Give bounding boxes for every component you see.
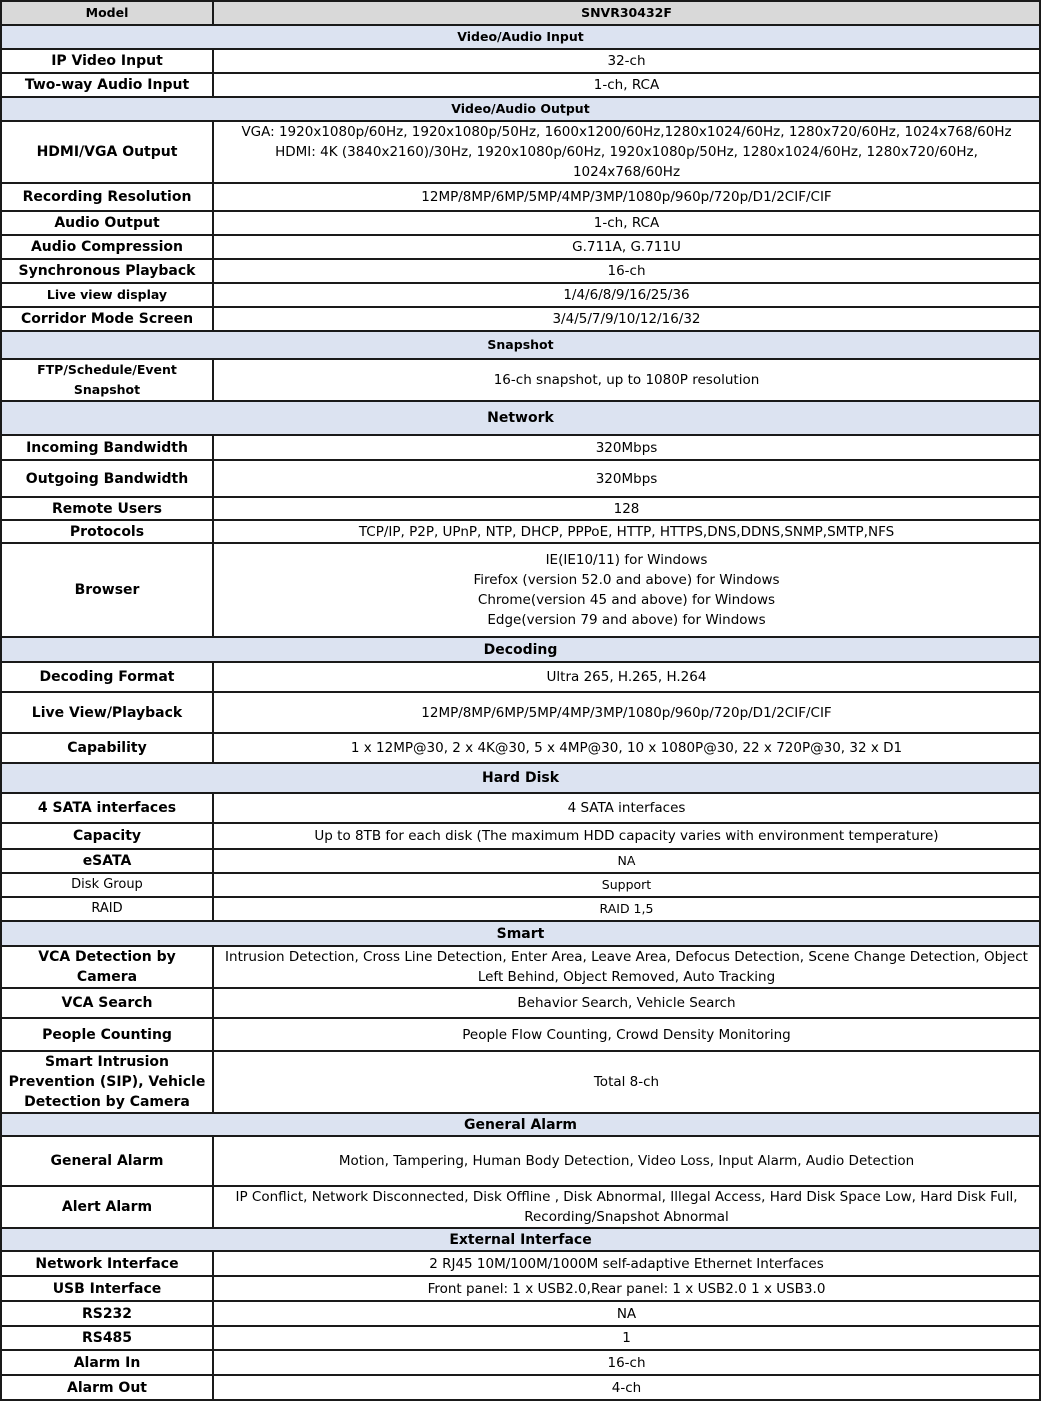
table-row — [1, 1136, 1040, 1186]
spec-value: NA — [213, 1301, 1040, 1326]
spec-label: USB Interface — [1, 1276, 213, 1301]
spec-value: 1-ch, RCA — [213, 73, 1040, 97]
table-row — [1, 692, 1040, 733]
table-row — [1, 435, 1040, 460]
spec-value: 12MP/8MP/6MP/5MP/4MP/3MP/1080p/960p/720p/D1/2CIF/CIF — [213, 183, 1040, 211]
table-row — [1, 520, 1040, 543]
spec-label: Live view display — [1, 283, 213, 307]
section-title: Hard Disk — [1, 763, 1040, 793]
spec-label: General Alarm — [1, 1136, 213, 1186]
spec-label: Audio Compression — [1, 235, 213, 259]
table-row — [1, 49, 1040, 73]
spec-value: IE(IE10/11) for Windows Firefox (version 52.0 and above) for Windows Chrome(version 45 and above) for Windows Edge(version 79 and above) for Windows — [213, 543, 1040, 637]
table-row — [1, 946, 1040, 988]
spec-label: RS232 — [1, 1301, 213, 1326]
spec-value: 1 x 12MP@30, 2 x 4K@30, 5 x 4MP@30, 10 x 1080P@30, 22 x 720P@30, 32 x D1 — [213, 733, 1040, 763]
table-row — [1, 259, 1040, 283]
spec-value: Motion, Tampering, Human Body Detection, Video Loss, Input Alarm, Audio Detection — [213, 1136, 1040, 1186]
table-row — [1, 849, 1040, 873]
spec-label: Corridor Mode Screen — [1, 307, 213, 331]
spec-label: Network Interface — [1, 1251, 213, 1276]
table-row — [1, 497, 1040, 520]
table-row — [1, 73, 1040, 97]
spec-value: 4 SATA interfaces — [213, 793, 1040, 823]
spec-label: Remote Users — [1, 497, 213, 520]
table-row — [1, 897, 1040, 921]
spec-value: 320Mbps — [213, 460, 1040, 497]
section-title: Decoding — [1, 637, 1040, 662]
spec-value: 1/4/6/8/9/16/25/36 — [213, 283, 1040, 307]
table-row — [1, 793, 1040, 823]
table-row — [1, 733, 1040, 763]
spec-value: Ultra 265, H.265, H.264 — [213, 662, 1040, 692]
spec-label: HDMI/VGA Output — [1, 121, 213, 183]
spec-value: 16-ch — [213, 1350, 1040, 1375]
section-title: General Alarm — [1, 1113, 1040, 1136]
section-title: Snapshot — [1, 331, 1040, 359]
spec-label: FTP/Schedule/Event Snapshot — [1, 359, 213, 401]
table-row — [1, 307, 1040, 331]
table-row — [1, 1350, 1040, 1375]
table-row — [1, 1301, 1040, 1326]
spec-label: Browser — [1, 543, 213, 637]
table-header-row — [1, 1, 1040, 25]
spec-label: RS485 — [1, 1326, 213, 1350]
table-row — [1, 1051, 1040, 1113]
table-row — [1, 1186, 1040, 1228]
spec-value: 1-ch, RCA — [213, 211, 1040, 235]
table-row — [1, 121, 1040, 183]
section-title: Video/Audio Output — [1, 97, 1040, 121]
spec-value: 2 RJ45 10M/100M/1000M self-adaptive Ethernet Interfaces — [213, 1251, 1040, 1276]
table-row — [1, 1326, 1040, 1350]
spec-value: Support — [213, 873, 1040, 897]
section-title: Video/Audio Input — [1, 25, 1040, 49]
table-row — [1, 183, 1040, 211]
spec-label: People Counting — [1, 1018, 213, 1051]
spec-label: Protocols — [1, 520, 213, 543]
section-row-smart — [1, 921, 1040, 946]
spec-value: 3/4/5/7/9/10/12/16/32 — [213, 307, 1040, 331]
spec-label: Incoming Bandwidth — [1, 435, 213, 460]
spec-value: 4-ch — [213, 1375, 1040, 1400]
spec-label: Capacity — [1, 823, 213, 849]
spec-label: VCA Search — [1, 988, 213, 1018]
table-row — [1, 873, 1040, 897]
spec-label: Alarm Out — [1, 1375, 213, 1400]
table-row — [1, 359, 1040, 401]
spec-value: G.711A, G.711U — [213, 235, 1040, 259]
spec-value: Up to 8TB for each disk (The maximum HDD capacity varies with environment temperature) — [213, 823, 1040, 849]
spec-label: Capability — [1, 733, 213, 763]
spec-label: Decoding Format — [1, 662, 213, 692]
table-row — [1, 543, 1040, 637]
table-row — [1, 1018, 1040, 1051]
spec-label: Outgoing Bandwidth — [1, 460, 213, 497]
spec-value: VGA: 1920x1080p/60Hz, 1920x1080p/50Hz, 1600x1200/60Hz,1280x1024/60Hz, 1280x720/60Hz, 1024x768/60Hz HDMI: 4K (3840x2160)/30Hz, 1920x1080p/60Hz, 1920x1080p/50Hz, 1280x1024/60Hz, 1280x720/60Hz, 1024x768/60Hz — [213, 121, 1040, 183]
section-title: External Interface — [1, 1228, 1040, 1251]
spec-label: Alarm In — [1, 1350, 213, 1375]
section-row-network — [1, 401, 1040, 435]
spec-table-body — [1, 1, 1040, 1400]
table-row — [1, 988, 1040, 1018]
spec-value: Front panel: 1 x USB2.0,Rear panel: 1 x USB2.0 1 x USB3.0 — [213, 1276, 1040, 1301]
spec-value: TCP/IP, P2P, UPnP, NTP, DHCP, PPPoE, HTTP, HTTPS,DNS,DDNS,SNMP,SMTP,NFS — [213, 520, 1040, 543]
table-row — [1, 283, 1040, 307]
spec-value: 128 — [213, 497, 1040, 520]
table-row — [1, 1375, 1040, 1400]
spec-label: VCA Detection by Camera — [1, 946, 213, 988]
spec-label: 4 SATA interfaces — [1, 793, 213, 823]
table-row — [1, 1251, 1040, 1276]
spec-label: Disk Group — [1, 873, 213, 897]
table-row — [1, 235, 1040, 259]
spec-value: Intrusion Detection, Cross Line Detection, Enter Area, Leave Area, Defocus Detection, Scene Change Detection, Object Left Behind, Object Removed, Auto Tracking — [213, 946, 1040, 988]
section-row-general-alarm — [1, 1113, 1040, 1136]
spec-value: 320Mbps — [213, 435, 1040, 460]
spec-label: Two-way Audio Input — [1, 73, 213, 97]
spec-label: Audio Output — [1, 211, 213, 235]
spec-value: 12MP/8MP/6MP/5MP/4MP/3MP/1080p/960p/720p/D1/2CIF/CIF — [213, 692, 1040, 733]
spec-label: Recording Resolution — [1, 183, 213, 211]
table-row — [1, 211, 1040, 235]
spec-value: 16-ch — [213, 259, 1040, 283]
section-row-decoding — [1, 637, 1040, 662]
spec-value: 16-ch snapshot, up to 1080P resolution — [213, 359, 1040, 401]
section-row-video-audio-input — [1, 25, 1040, 49]
spec-label: Live View/Playback — [1, 692, 213, 733]
spec-label: Synchronous Playback — [1, 259, 213, 283]
table-row — [1, 662, 1040, 692]
spec-label: RAID — [1, 897, 213, 921]
spec-label: eSATA — [1, 849, 213, 873]
section-title: Smart — [1, 921, 1040, 946]
spec-value: NA — [213, 849, 1040, 873]
table-row — [1, 460, 1040, 497]
header-model-value: SNVR30432F — [213, 1, 1040, 25]
spec-value: Total 8-ch — [213, 1051, 1040, 1113]
spec-value: People Flow Counting, Crowd Density Monitoring — [213, 1018, 1040, 1051]
spec-value: 1 — [213, 1326, 1040, 1350]
section-row-video-audio-output — [1, 97, 1040, 121]
header-model-label: Model — [1, 1, 213, 25]
section-title: Network — [1, 401, 1040, 435]
spec-value: Behavior Search, Vehicle Search — [213, 988, 1040, 1018]
table-row — [1, 823, 1040, 849]
spec-value: RAID 1,5 — [213, 897, 1040, 921]
table-row — [1, 1276, 1040, 1301]
spec-value: IP Conflict, Network Disconnected, Disk Offline , Disk Abnormal, Illegal Access, Hard Disk Space Low, Hard Disk Full, Recording/Snapshot Abnormal — [213, 1186, 1040, 1228]
spec-label: Alert Alarm — [1, 1186, 213, 1228]
spec-label: IP Video Input — [1, 49, 213, 73]
section-row-external-interface — [1, 1228, 1040, 1251]
spec-value: 32-ch — [213, 49, 1040, 73]
section-row-hard-disk — [1, 763, 1040, 793]
spec-label: Smart Intrusion Prevention (SIP), Vehicle Detection by Camera — [1, 1051, 213, 1113]
section-row-snapshot — [1, 331, 1040, 359]
